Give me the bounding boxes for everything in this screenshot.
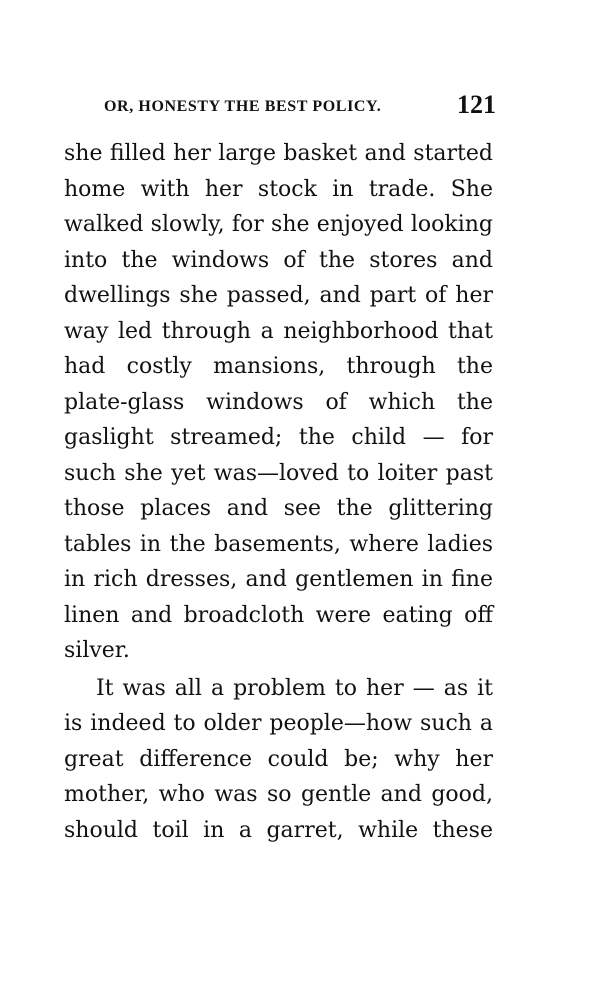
text-line: in rich dresses, and gentlemen in fine	[64, 567, 493, 592]
paragraph	[64, 136, 493, 669]
text-line: plate-glass windows of which the	[64, 389, 493, 415]
text-line: should toil in a garret, while these	[64, 817, 493, 843]
text-line: walked slowly, for she enjoyed looking	[64, 212, 493, 237]
text-line: way led through a neighborhood that	[64, 318, 493, 344]
text-line: is indeed to older people—how such a	[64, 711, 493, 736]
running-head	[104, 90, 496, 122]
text-line: into the windows of the stores and	[64, 247, 493, 273]
text-line: dwellings she passed, and part of her	[64, 283, 493, 308]
page-number: 121	[457, 90, 496, 119]
text-line: great difference could be; why her	[64, 746, 493, 772]
text-line: tables in the basements, where ladies	[64, 531, 493, 557]
text-line: those places and see the glittering	[64, 496, 493, 521]
text-line: gaslight streamed; the child — for	[64, 425, 493, 450]
text-line: linen and broadcloth were eating off	[64, 602, 493, 628]
text-line: mother, who was so gentle and good,	[64, 782, 493, 807]
text-line: silver.	[64, 638, 130, 663]
text-line: It was all a problem to her — as it	[96, 675, 493, 701]
text-line: had costly mansions, through the	[64, 354, 493, 379]
text-line: home with her stock in trade. She	[64, 176, 493, 202]
paragraph	[64, 671, 493, 849]
text-line: such she yet was—loved to loiter past	[64, 460, 493, 486]
body-text	[64, 136, 493, 848]
text-line: she filled her large basket and started	[64, 141, 493, 166]
running-title: OR, HONESTY THE BEST POLICY.	[104, 98, 382, 115]
